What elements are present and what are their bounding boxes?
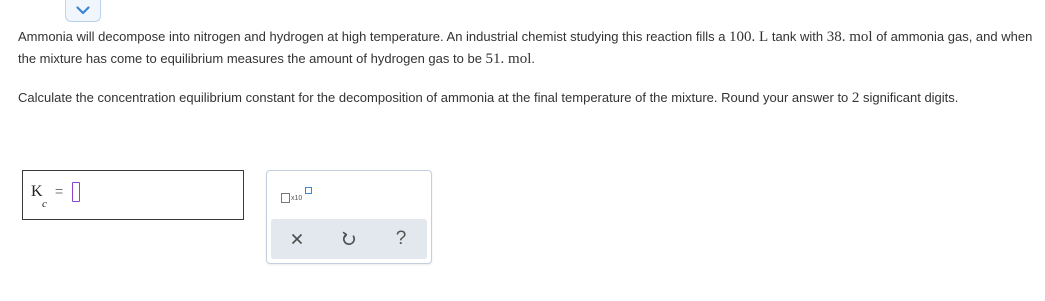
question-text [18, 26, 1033, 109]
chevron-down-icon [76, 6, 90, 15]
help-button[interactable] [386, 224, 416, 254]
equals-sign: = [55, 183, 64, 199]
close-icon [291, 233, 303, 245]
question-text-part: Calculate the concentration equilibrium constant for the decomposition of ammonia at the final temperature of the mixture. Round your answer to [18, 90, 852, 105]
answer-input[interactable] [72, 182, 80, 202]
mantissa-box-icon [281, 193, 290, 203]
question-text-part: Ammonia will decompose into nitrogen and hydrogen at high temperature. An industrial chemist studying this reaction fills a [18, 29, 730, 44]
tank-volume: 100. L [729, 29, 769, 45]
significant-digits-count: 2 [851, 90, 860, 106]
hydrogen-amount: 51. mol [485, 51, 532, 67]
collapse-toggle-button[interactable] [65, 0, 101, 22]
kc-symbol: K [31, 183, 43, 200]
question-text-part: of ammonia gas, and when the mixture has come to equilibrium measures the amount of hydrogen gas to be [18, 29, 1033, 66]
question-text-part: tank with [768, 29, 827, 44]
question-text-part: significant digits. [859, 90, 959, 105]
ammonia-amount: 38. mol [826, 29, 873, 45]
undo-icon [341, 231, 357, 247]
question-mark-icon: ? [395, 228, 407, 249]
times-ten-label: x10 [291, 195, 303, 202]
tool-bar [271, 219, 427, 259]
question-paragraph-setup [18, 26, 1033, 70]
clear-button[interactable] [282, 224, 312, 254]
question-text-part: . [531, 51, 535, 66]
answer-tools-panel [266, 170, 432, 264]
exponent-box-icon [305, 187, 312, 194]
question-paragraph-task [18, 87, 1033, 109]
kc-subscript: c [42, 198, 47, 210]
answer-box [22, 170, 244, 220]
scientific-notation-button[interactable] [279, 185, 315, 209]
undo-button[interactable] [334, 224, 364, 254]
